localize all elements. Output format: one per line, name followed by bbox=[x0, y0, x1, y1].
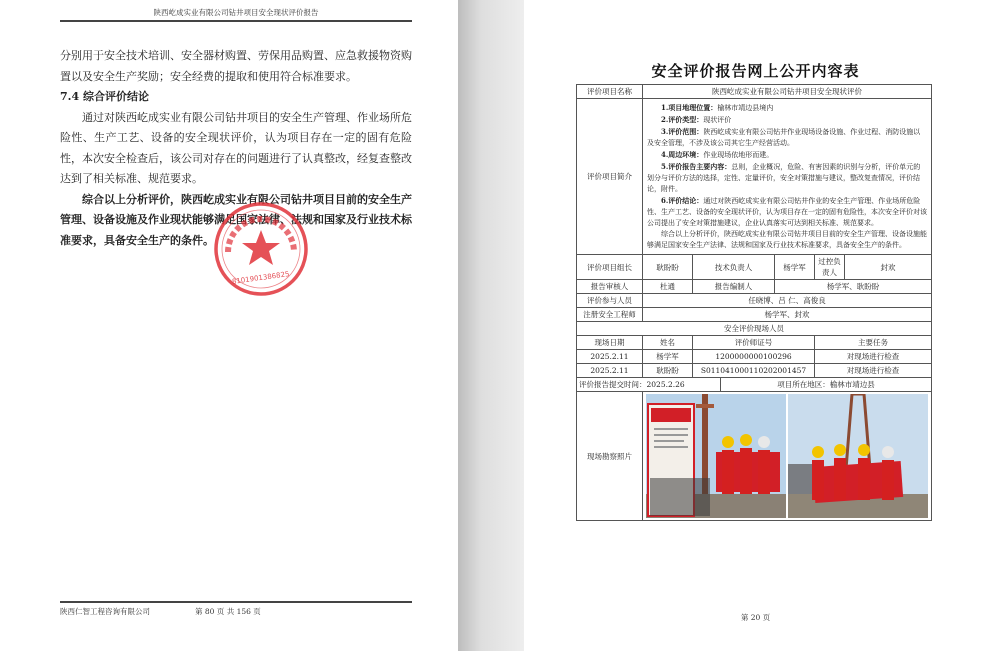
tech-value: 杨学军 bbox=[775, 255, 815, 280]
leader-label: 评价项目组长 bbox=[577, 255, 643, 280]
intro-item-text: 总则，企业概况，危险、有害因素的识别与分析，评价单元的划分与评价方法的选择，定性、定量评价，安全对策措施与建议，整改复查情况，评价结论，附件。 bbox=[647, 163, 921, 193]
table-row bbox=[577, 280, 932, 294]
intro-item-text: 作业现场依地形而建。 bbox=[703, 151, 774, 159]
table-row bbox=[577, 350, 932, 364]
col-name: 姓名 bbox=[643, 336, 693, 350]
photo-label: 现场勘察照片 bbox=[577, 392, 643, 521]
table-row bbox=[577, 308, 932, 322]
table-row bbox=[577, 364, 932, 378]
table-row bbox=[577, 255, 932, 280]
location-value: 榆林市靖边县 bbox=[829, 380, 875, 389]
onsite-cert: S011041000110202001457 bbox=[693, 364, 815, 378]
book-gutter bbox=[458, 0, 524, 651]
intro-item-head: 1.项目地理位置： bbox=[661, 103, 718, 112]
intro-item-head: 2.评价类型： bbox=[661, 115, 704, 124]
submit-label: 评价报告提交时间： bbox=[579, 380, 647, 389]
intro-label: 评价项目简介 bbox=[577, 99, 643, 255]
intro-item-text: 通过对陕西屹成实业有限公司钻井作业的安全生产管理、作业场所危险性、生产工艺、设备的安全现状评价，认为项目存在一定的固有危险性，本次安全评价对该公司提出了安全对策措施建议，企业认真落实可达到相关标准、规范要求。 bbox=[647, 197, 927, 227]
table-row bbox=[577, 322, 932, 336]
intro-item-head: 4.周边环境： bbox=[661, 150, 704, 159]
submit-date: 2025.2.26 bbox=[646, 380, 685, 389]
onsite-name: 耿盼盼 bbox=[643, 364, 693, 378]
table-row bbox=[577, 85, 932, 99]
right-footer-page-number: 第 20 页 bbox=[740, 613, 771, 622]
participants-value: 任晓博、吕 仁、高俊良 bbox=[643, 294, 932, 308]
engineer-label: 注册安全工程师 bbox=[577, 308, 643, 322]
paragraph-safety-funds: 分别用于安全技术培训、安全器材购置、劳保用品购置、应急救援物资购置以及安全生产奖励；安全经费的提取和使用符合标准要求。 bbox=[60, 49, 412, 83]
engineer-value: 杨学军、封欢 bbox=[643, 308, 932, 322]
footer-company: 陕西仁智工程咨询有限公司 bbox=[60, 607, 150, 616]
intro-item-head: 3.评价范围： bbox=[661, 127, 704, 136]
writer-value: 杨学军、耿盼盼 bbox=[775, 280, 932, 294]
intro-item-head: 5.评价报告主要内容： bbox=[661, 162, 732, 171]
onsite-title: 安全评价现场人员 bbox=[577, 322, 932, 336]
section-title: 7.4 综合评价结论 bbox=[60, 90, 149, 103]
col-cert: 评价师证号 bbox=[693, 336, 815, 350]
project-name-value: 陕西屹成实业有限公司钻井项目安全现状评价 bbox=[643, 85, 932, 99]
intro-item-head: 6.评价结论： bbox=[661, 196, 704, 205]
intro-item-text: 综合以上分析评价，陕西屹成实业有限公司钻井项目目前的安全生产管理、设备设施能够满足国家安全生产法律、法规和国家及行业技术标准要求，具备安全生产的条件。 bbox=[647, 230, 927, 249]
header-rule bbox=[60, 20, 412, 22]
table-row bbox=[577, 99, 932, 255]
intro-item-text: 陕西屹成实业有限公司钻井作业现场设备设施、作业过程、消防设施以及安全管理，不涉及该公司其它生产经营活动。 bbox=[647, 128, 921, 147]
project-name-label: 评价项目名称 bbox=[577, 85, 643, 99]
footer-page-number: 第 80 页 共 156 页 bbox=[195, 607, 261, 616]
table-header-row bbox=[577, 336, 932, 350]
site-photo-1 bbox=[646, 394, 786, 518]
writer-label: 报告编制人 bbox=[693, 280, 775, 294]
col-date: 现场日期 bbox=[577, 336, 643, 350]
submit-time bbox=[577, 378, 721, 392]
onsite-task: 对现场进行检查 bbox=[815, 350, 932, 364]
col-task: 主要任务 bbox=[815, 336, 932, 350]
seal-number: 8101901386825 bbox=[231, 270, 290, 287]
photo-cell bbox=[643, 392, 932, 521]
left-page-header: 陕西屹成实业有限公司钻井项目安全现状评价报告 bbox=[153, 8, 319, 17]
intro-item-text: 榆林市靖边县境内 bbox=[717, 104, 774, 112]
paragraph-conclusion: 综合以上分析评价，陕西屹成实业有限公司钻井项目目前的安全生产管理、设备设施及作业现状能够满足国家法律、法规和国家及行业技术标准要求，具备安全生产的条件。 bbox=[60, 192, 412, 247]
location-label: 项目所在地区： bbox=[777, 380, 830, 389]
process-label: 过控负责人 bbox=[815, 255, 845, 280]
paragraph-evaluation: 通过对陕西屹成实业有限公司钻井项目的安全生产管理、作业场所危险性、生产工艺、设备的安全现状评价，认为项目存在一定的固有危险性，本次安全检查后，该公司对存在的问题进行了认真整改，经复查整改达到了相关标准、规范要求。 bbox=[60, 110, 412, 185]
onsite-cert: 1200000000100296 bbox=[693, 350, 815, 364]
table-row bbox=[577, 378, 932, 392]
disclosure-table bbox=[576, 84, 931, 521]
process-value: 封欢 bbox=[845, 255, 932, 280]
official-seal-icon bbox=[212, 200, 310, 298]
table-row bbox=[577, 294, 932, 308]
leader-value: 耿盼盼 bbox=[643, 255, 693, 280]
table-row bbox=[577, 392, 932, 521]
left-report-page bbox=[0, 0, 458, 651]
right-report-page bbox=[524, 0, 987, 651]
disclosure-table-title: 安全评价报告网上公开内容表 bbox=[651, 62, 860, 80]
onsite-task: 对现场进行检查 bbox=[815, 364, 932, 378]
project-location bbox=[721, 378, 932, 392]
intro-value bbox=[643, 99, 932, 255]
footer-rule bbox=[60, 601, 412, 603]
tech-label: 技术负责人 bbox=[693, 255, 775, 280]
participants-label: 评价参与人员 bbox=[577, 294, 643, 308]
onsite-name: 杨学军 bbox=[643, 350, 693, 364]
onsite-date: 2025.2.11 bbox=[577, 350, 643, 364]
intro-item-text: 现状评价 bbox=[703, 116, 732, 124]
reviewer-label: 报告审核人 bbox=[577, 280, 643, 294]
site-photo-2 bbox=[788, 394, 928, 518]
onsite-date: 2025.2.11 bbox=[577, 364, 643, 378]
reviewer-value: 杜通 bbox=[643, 280, 693, 294]
